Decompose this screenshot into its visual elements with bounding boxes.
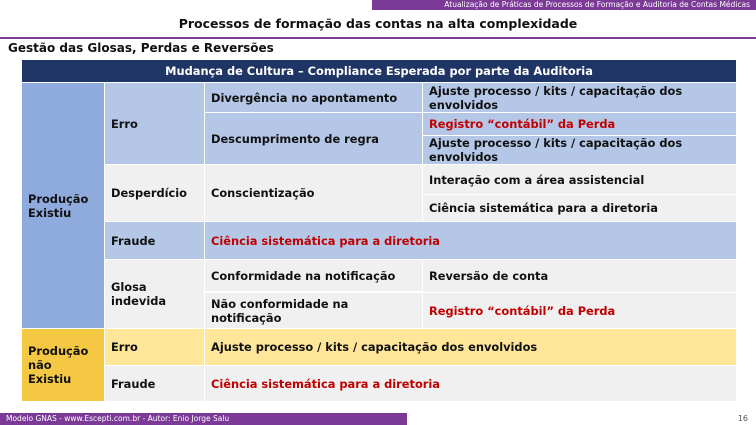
row-group-producao-nao-existiu: Produção não Existiu — [22, 329, 105, 402]
cause-descumprimento: Descumprimento de regra — [205, 113, 423, 165]
cause-conformidade: Conformidade na notificação — [205, 260, 423, 292]
top-banner: Atualização de Práticas de Processos de Formação e Auditoria de Contas Médicas — [372, 0, 756, 10]
category-fraude-2: Fraude — [105, 366, 205, 402]
category-desperdicio: Desperdício — [105, 165, 205, 222]
action-ciencia-3: Ciência sistemática para a diretoria — [205, 366, 737, 402]
cause-conscientizacao: Conscientização — [205, 165, 423, 222]
cause-divergencia: Divergência no apontamento — [205, 83, 423, 113]
action-ajuste-1: Ajuste processo / kits / capacitação dos envolvidos — [423, 83, 737, 113]
action-ciencia-1: Ciência sistemática para a diretoria — [423, 195, 737, 222]
compliance-table — [21, 59, 737, 402]
section-subtitle: Gestão das Glosas, Perdas e Reversões — [8, 41, 274, 55]
footer-banner: Modelo GNAS - www.Escepti.com.br - Autor: Enio Jorge Salu — [0, 413, 407, 425]
table-heading: Mudança de Cultura – Compliance Esperada por parte da Auditoria — [22, 60, 737, 83]
action-reversao: Reversão de conta — [423, 260, 737, 293]
category-glosa: Glosa indevida — [105, 260, 205, 329]
action-ciencia-2: Ciência sistemática para a diretoria — [205, 222, 737, 260]
category-erro-2: Erro — [105, 329, 205, 366]
action-registro-1: Registro “contábil” da Perda — [423, 113, 737, 136]
page-number: 16 — [737, 414, 748, 423]
action-interacao: Interação com a área assistencial — [423, 165, 737, 195]
cause-nao-conformidade: Não conformidade na notificação — [205, 293, 423, 329]
category-fraude: Fraude — [105, 222, 205, 260]
action-registro-2: Registro “contábil” da Perda — [423, 293, 737, 329]
category-erro: Erro — [105, 83, 205, 165]
row-group-producao-existiu: Produção Existiu — [22, 83, 105, 329]
title-divider — [0, 37, 756, 39]
page-title: Processos de formação das contas na alta complexidade — [178, 16, 578, 31]
action-ajuste-2: Ajuste processo / kits / capacitação dos envolvidos — [423, 136, 737, 165]
action-ajuste-3: Ajuste processo / kits / capacitação dos envolvidos — [205, 329, 737, 366]
